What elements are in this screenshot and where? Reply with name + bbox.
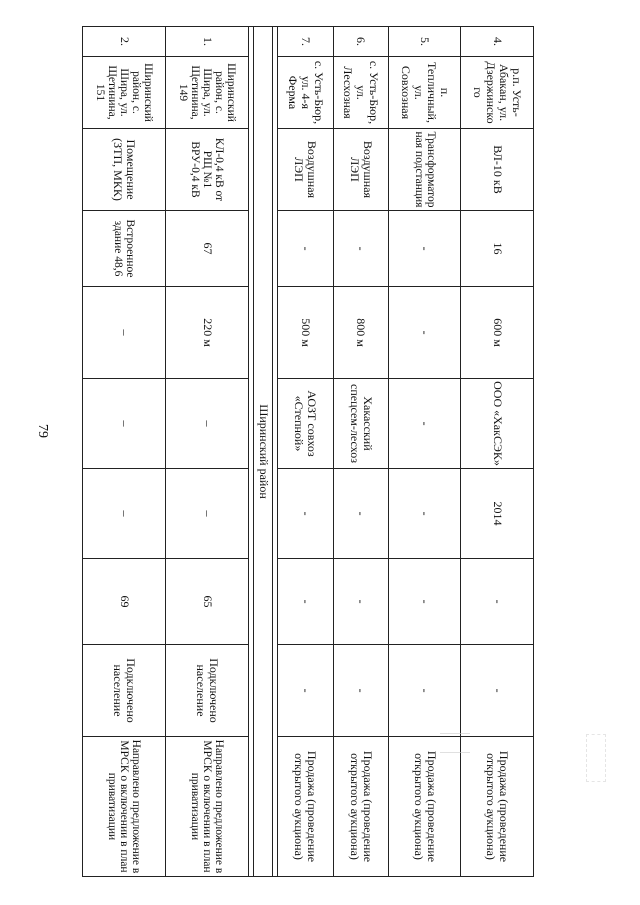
consumers-cell: - <box>278 559 333 645</box>
owner-cell: – <box>166 379 249 469</box>
year-cell: – <box>166 469 249 559</box>
object-cell: ВЛ-10 кВ <box>461 129 534 211</box>
condition-cell: - <box>388 645 461 737</box>
condition-cell: - <box>278 645 333 737</box>
owner-cell: Хакасский спецсем-лесхоз <box>333 379 388 469</box>
condition-cell: Подключено население <box>166 645 249 737</box>
note-cell: Направлено предложение в МРСК о включении в план приватизации <box>83 737 166 877</box>
note-cell: Продажа (проведение открытого аукциона) <box>278 737 333 877</box>
table-row <box>333 27 388 877</box>
row-number: 7. <box>278 27 333 57</box>
year-cell: - <box>278 469 333 559</box>
table-row <box>166 27 249 877</box>
address-cell: Ширинский район, с. Шира, ул. Щетинина, 151 <box>83 57 166 129</box>
owner-cell: – <box>83 379 166 469</box>
year-cell: 2014 <box>461 469 534 559</box>
year-cell: - <box>333 469 388 559</box>
area-cell: Встроенное здание 48,6 <box>83 211 166 287</box>
area-cell: - <box>388 211 461 287</box>
spacer-cell <box>273 27 278 877</box>
length-cell: – <box>83 287 166 379</box>
owner-cell: - <box>388 379 461 469</box>
spacer-cell <box>249 27 254 877</box>
section-title: Ширинский район <box>254 27 273 877</box>
object-cell: Помещение (ЗТП, МКК) <box>83 129 166 211</box>
scan-artifact <box>586 734 606 782</box>
note-cell: Продажа (проведение открытого аукциона) <box>388 737 461 877</box>
row-number: 4. <box>461 27 534 57</box>
note-cell: Продажа (проведение открытого аукциона) <box>333 737 388 877</box>
object-cell: КЛ-0,4 кВ от РЩ №1 ВРУ-0,4 кВ <box>166 129 249 211</box>
object-cell: Воздушная ЛЭП <box>333 129 388 211</box>
address-cell: п. Тепличный, ул. Совхозная <box>388 57 461 129</box>
length-cell: - <box>388 287 461 379</box>
table-row <box>461 27 534 877</box>
address-cell: с. Усть-Бюр, ул. Лесхозная <box>333 57 388 129</box>
length-cell: 800 м <box>333 287 388 379</box>
object-cell: Воздушная ЛЭП <box>278 129 333 211</box>
consumers-cell: - <box>461 559 534 645</box>
table-spacer-row <box>249 27 254 877</box>
note-cell: Продажа (проведение открытого аукциона) <box>461 737 534 877</box>
length-cell: 600 м <box>461 287 534 379</box>
row-number: 1. <box>166 27 249 57</box>
table-spacer-row <box>273 27 278 877</box>
area-cell: 67 <box>166 211 249 287</box>
note-cell: Направлено предложение в МРСК о включении в план приватизации <box>166 737 249 877</box>
row-number: 2. <box>83 27 166 57</box>
address-cell: с. Усть-Бюр, ул. 4-я Ферма <box>278 57 333 129</box>
object-cell: Трансформаторная подстанция <box>388 129 461 211</box>
year-cell: - <box>388 469 461 559</box>
scan-artifact <box>440 733 470 753</box>
row-number: 5. <box>388 27 461 57</box>
table-row <box>278 27 333 877</box>
condition-cell: Подключено население <box>83 645 166 737</box>
year-cell: – <box>83 469 166 559</box>
condition-cell: - <box>333 645 388 737</box>
address-cell: р.п. Усть-Абакан, ул. Дзержинского <box>461 57 534 129</box>
owner-cell: ООО «ХакСЭК» <box>461 379 534 469</box>
length-cell: 220 м <box>166 287 249 379</box>
condition-cell: - <box>461 645 534 737</box>
consumers-cell: - <box>388 559 461 645</box>
owner-cell: АОЗТ совхоз «Степной» <box>278 379 333 469</box>
address-cell: Ширинский район, с. Шира, ул. Щетинина, 149 <box>166 57 249 129</box>
consumers-cell: - <box>333 559 388 645</box>
length-cell: 500 м <box>278 287 333 379</box>
page-number: 79 <box>35 424 50 438</box>
area-cell: 16 <box>461 211 534 287</box>
consumers-cell: 65 <box>166 559 249 645</box>
row-number: 6. <box>333 27 388 57</box>
table-row <box>83 27 166 877</box>
area-cell: - <box>333 211 388 287</box>
consumers-cell: 69 <box>83 559 166 645</box>
area-cell: - <box>278 211 333 287</box>
section-row <box>254 27 273 877</box>
